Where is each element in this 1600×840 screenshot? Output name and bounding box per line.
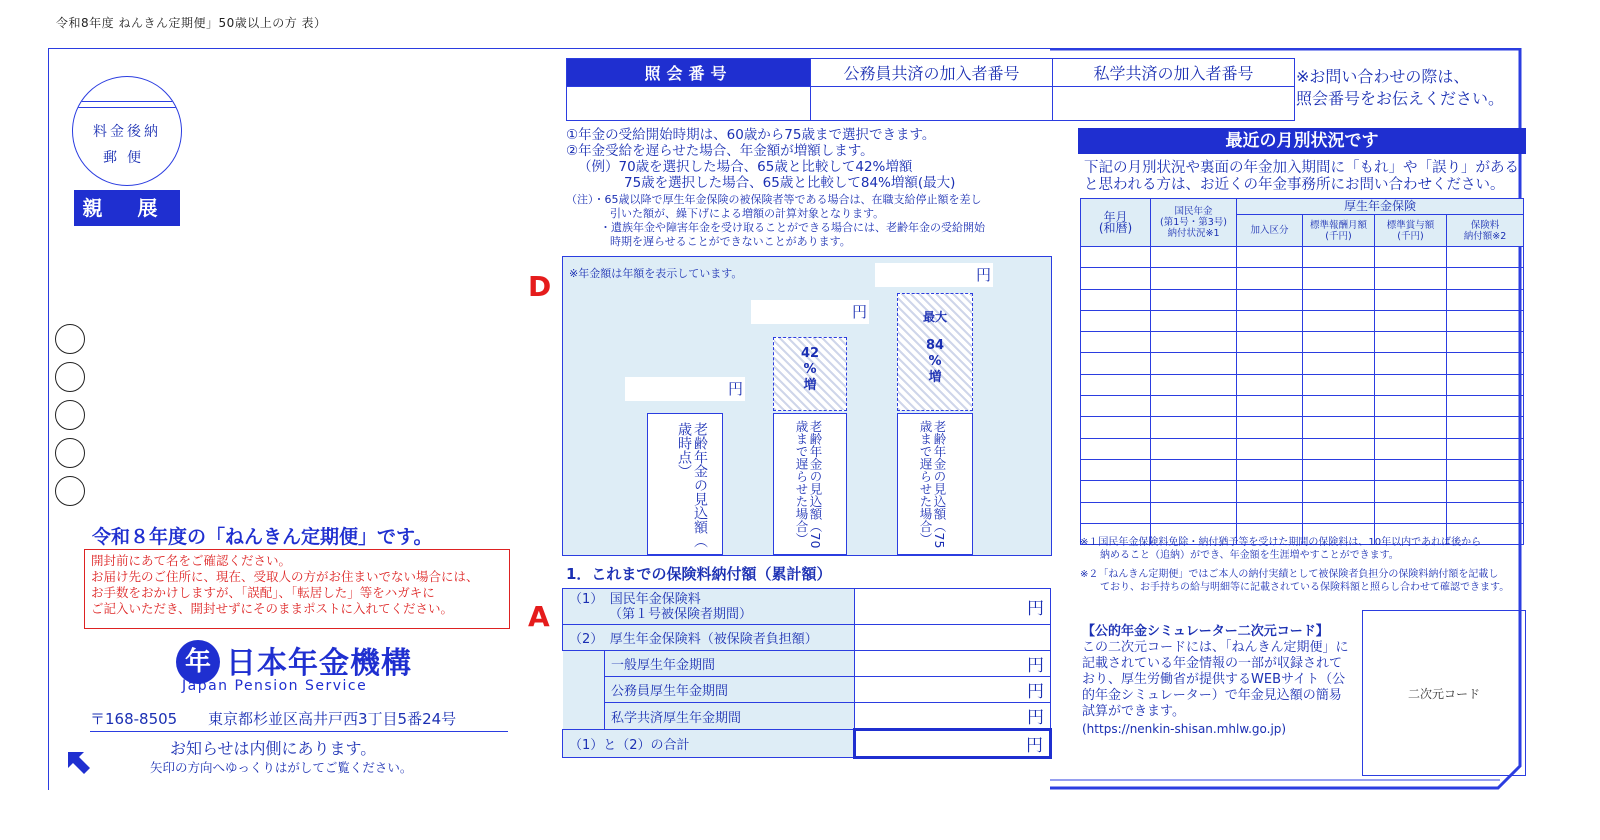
- table-row: [1081, 374, 1524, 395]
- civil-servant-header: 公務員共済の加入者番号: [811, 59, 1053, 87]
- logo-name-jp: 日本年金機構: [226, 646, 412, 681]
- yen-unit: 円: [1026, 736, 1043, 756]
- note-2: ②年金受給を遅らせた場合、年金額が増額します。: [566, 143, 874, 159]
- table-row: [1081, 289, 1524, 310]
- col-header-std-bonus: [1375, 215, 1447, 247]
- caution-2: ・遺族年金や障害年金を受け取ることができる場合には、老齢年金の受給開始: [600, 221, 985, 234]
- estimate-75-column-text: 老齢年金の見込額（75歳まで遅らせた場合）: [918, 420, 947, 549]
- header-text: 保険料: [1470, 219, 1500, 231]
- note-line: と思われる方は、お近くの年金事務所にお問い合わせください。: [1084, 177, 1505, 193]
- monthly-status-table: [1080, 198, 1524, 545]
- note-line: 下記の月別状況や裏面の年金加入期間に「もれ」や「誤り」がある: [1084, 160, 1519, 176]
- national-pension-label: [563, 589, 855, 625]
- qr-title: 【公的年金シミュレーター二次元コード】: [1082, 624, 1329, 639]
- header-text: 国民年金: [1174, 206, 1213, 217]
- civil-period-amount: [855, 677, 1051, 703]
- estimate-column-text: 老齢年金の見込額（ 歳時点）: [676, 422, 708, 562]
- yen-unit: 円: [1027, 599, 1044, 619]
- header-text: (千円): [1325, 230, 1352, 242]
- reference-number-table: [566, 58, 1295, 121]
- warning-line: ご記入いただき、開封せずにそのままポストに入れてください。: [91, 601, 454, 616]
- example-2: 75歳を選択した場合、65歳と比較して84%増額(最大): [624, 175, 956, 191]
- stamp-line1: 料金後納: [93, 124, 161, 140]
- peel-notice: 矢印の方向へゆっくりはがしてご覧ください。: [150, 760, 413, 775]
- qr-code-placeholder: 二次元コード: [1362, 610, 1526, 776]
- footnote-line: ※２「ねんきん定期便」ではご本人の納付実績として被保険者負担分の保険料納付額を記載し: [1080, 569, 1499, 580]
- logo-name-en: Japan Pension Service: [182, 678, 368, 694]
- header-text: 標準報酬月額: [1309, 219, 1367, 231]
- qr-url: (https://nenkin-shisan.mhlw.go.jp): [1082, 722, 1287, 736]
- footnote-line: 納めること（追納）ができ、年金額を生涯増やすことができます。: [1100, 550, 1399, 561]
- inquiry-line: 照会番号をお伝えください。: [1296, 89, 1505, 108]
- warning-line: 開封前にあて名をご確認ください。: [91, 553, 292, 568]
- header-text: (千円): [1397, 230, 1424, 242]
- header-text: 納付額※2: [1463, 230, 1507, 242]
- col-header-category: 加入区分: [1237, 215, 1303, 247]
- return-address: [90, 708, 508, 732]
- caution-1b: 引いた額が、繰下げによる増額の計算対象となります。: [610, 207, 885, 220]
- total-label: （1）と（2）の合計: [563, 730, 855, 758]
- table-row: [1081, 268, 1524, 289]
- delivery-warning: [84, 549, 510, 629]
- footnote-line: ※１国民年金保険料免除・納付猶予等を受けた期間の保険料は、10年以内であれば後から: [1080, 537, 1482, 548]
- caution-2b: 時期を遅らせることができないことがあります。: [610, 235, 851, 248]
- private-school-header: 私学共済の加入者番号: [1053, 59, 1295, 87]
- header-text: (和暦): [1098, 220, 1133, 235]
- national-pension-amount: [855, 589, 1051, 625]
- estimate-amount-field: [625, 377, 745, 401]
- logo-mark-icon: 年: [176, 640, 220, 684]
- header-text: 標準賞与額: [1386, 219, 1435, 231]
- footnote-1: [1080, 536, 1481, 562]
- civil-period-label: 公務員厚生年金期間: [605, 677, 855, 703]
- employee-pension-amount: [855, 625, 1051, 651]
- estimate-column: [647, 413, 723, 562]
- yen-unit: 円: [1027, 708, 1044, 728]
- indent-cell: [563, 703, 605, 730]
- hatch-text: %: [803, 362, 817, 377]
- pension-estimate-panel: [562, 256, 1052, 562]
- yen-unit: 円: [727, 380, 743, 398]
- zip-code: 〒168-8505: [90, 710, 178, 728]
- binder-hole: [55, 400, 85, 430]
- confidential-badge: 親 展: [74, 190, 180, 226]
- table-row: [1081, 502, 1524, 523]
- col-header-employee: 厚生年金保険: [1237, 199, 1524, 215]
- increase-84-block: [897, 293, 973, 411]
- estimate-75-column: [897, 413, 973, 555]
- warning-line: お届け先のご住所に、現在、受取人の方がお住まいでない場合には、: [91, 569, 479, 584]
- employee-pension-label: （2） 厚生年金保険料（被保険者負担額）: [563, 625, 855, 651]
- hatch-text: %: [928, 354, 942, 369]
- marker-a: A: [528, 600, 550, 633]
- table-row: [1081, 459, 1524, 480]
- col-header-month: [1081, 199, 1151, 247]
- postage-stamp: [72, 76, 182, 186]
- marker-d: D: [528, 270, 552, 303]
- estimate-70-amount-field: [751, 300, 869, 324]
- hatch-text: 84: [925, 338, 945, 353]
- example-1: （例）70歳を選択した場合、65歳と比較して42%増額: [578, 159, 913, 175]
- estimate-75-amount-field: [875, 263, 993, 287]
- inside-notice: お知らせは内側にあります。: [170, 739, 377, 758]
- ref-number-header: 照会番号: [567, 59, 811, 87]
- general-period-amount: [855, 651, 1051, 677]
- col-header-std-monthly: [1303, 215, 1375, 247]
- private-school-field: [1053, 87, 1295, 121]
- qr-description: この二次元コードには、「ねんきん定期便」に記載されている年金情報の一部が収録されており、厚生労働省が提供するWEBサイト（公的年金シミュレーター）で年金見込額の簡易試算ができます。: [1082, 640, 1349, 719]
- footnote-2: [1080, 568, 1509, 594]
- indent-cell: [563, 651, 605, 677]
- section1-title: 1．これまでの保険料納付額（累計額）: [566, 565, 832, 583]
- header-caption: 令和8年度 ねんきん定期便」50歳以上の方 表）: [56, 16, 327, 30]
- hatch-text: 増: [803, 378, 817, 393]
- arrow-up-left-icon[interactable]: [66, 750, 92, 776]
- col-header-premium: [1447, 215, 1524, 247]
- warning-line: お手数をおかけしますが、「誤配」、「転居した」等をハガキに: [91, 585, 435, 600]
- header-text: 年月: [1103, 209, 1128, 224]
- total-amount: [855, 730, 1051, 758]
- contribution-table: [562, 588, 1052, 759]
- footnote-line: ており、お手持ちの給与明細等に記載されている保険料額と照らし合わせて確認できます。: [1100, 582, 1510, 593]
- table-row: [1081, 310, 1524, 331]
- row-label: （1） 国民年金保険料: [569, 591, 701, 607]
- private-period-amount: [855, 703, 1051, 730]
- table-row: [1081, 353, 1524, 374]
- yen-unit: 円: [975, 266, 991, 284]
- table-row: [1081, 332, 1524, 353]
- binder-hole: [55, 362, 85, 392]
- indent-cell: [563, 677, 605, 703]
- estimate-70-column: [773, 413, 847, 555]
- monthly-status-title: 最近の月別状況です: [1078, 128, 1526, 154]
- monthly-status-note: [1084, 160, 1519, 194]
- hatch-text: 最大: [922, 310, 947, 324]
- table-row: [1081, 396, 1524, 417]
- table-row: [1081, 438, 1524, 459]
- estimate-70-column-text: 老齢年金の見込額（70歳まで遅らせた場合）: [794, 420, 823, 549]
- binder-hole: [55, 438, 85, 468]
- caution-1: （注）・65歳以降で厚生年金保険の被保険者等である場合は、在職支給停止額を差し: [566, 193, 982, 206]
- inquiry-note: [1296, 66, 1504, 110]
- table-row: [1081, 417, 1524, 438]
- yen-unit: 円: [1027, 656, 1044, 676]
- inquiry-line: ※お問い合わせの際は、: [1296, 67, 1470, 86]
- binder-hole: [55, 324, 85, 354]
- jps-logo: [176, 640, 436, 696]
- yen-unit: 円: [1027, 682, 1044, 702]
- increase-42-block: [773, 337, 847, 411]
- table-row: [1081, 247, 1524, 268]
- row-sublabel: （第１号被保険者期間）: [609, 606, 753, 622]
- annual-amount-note: ※年金額は年額を表示しています。: [569, 267, 743, 280]
- general-period-label: 一般厚生年金期間: [605, 651, 855, 677]
- civil-servant-field: [811, 87, 1053, 121]
- ref-number-field: [567, 87, 811, 121]
- binder-hole: [55, 476, 85, 506]
- col-header-national: [1151, 199, 1237, 247]
- pension-notes: [566, 127, 985, 249]
- table-row: [1081, 481, 1524, 502]
- yen-unit: 円: [851, 303, 867, 321]
- notice-title: 令和８年度の「ねんきん定期便」です。: [92, 526, 433, 548]
- stamp-line2: 郵便: [103, 150, 151, 166]
- hatch-text: 増: [928, 370, 942, 385]
- private-period-label: 私学共済厚生年金期間: [605, 703, 855, 730]
- header-text: 納付状況※1: [1167, 228, 1220, 239]
- header-text: (第1号・第3号): [1159, 217, 1227, 228]
- hatch-text: 42: [800, 346, 820, 361]
- address-line: 東京都杉並区高井戸西3丁目5番24号: [208, 710, 457, 728]
- note-1: ①年金の受給開始時期は、60歳から75歳まで選択できます。: [566, 127, 936, 143]
